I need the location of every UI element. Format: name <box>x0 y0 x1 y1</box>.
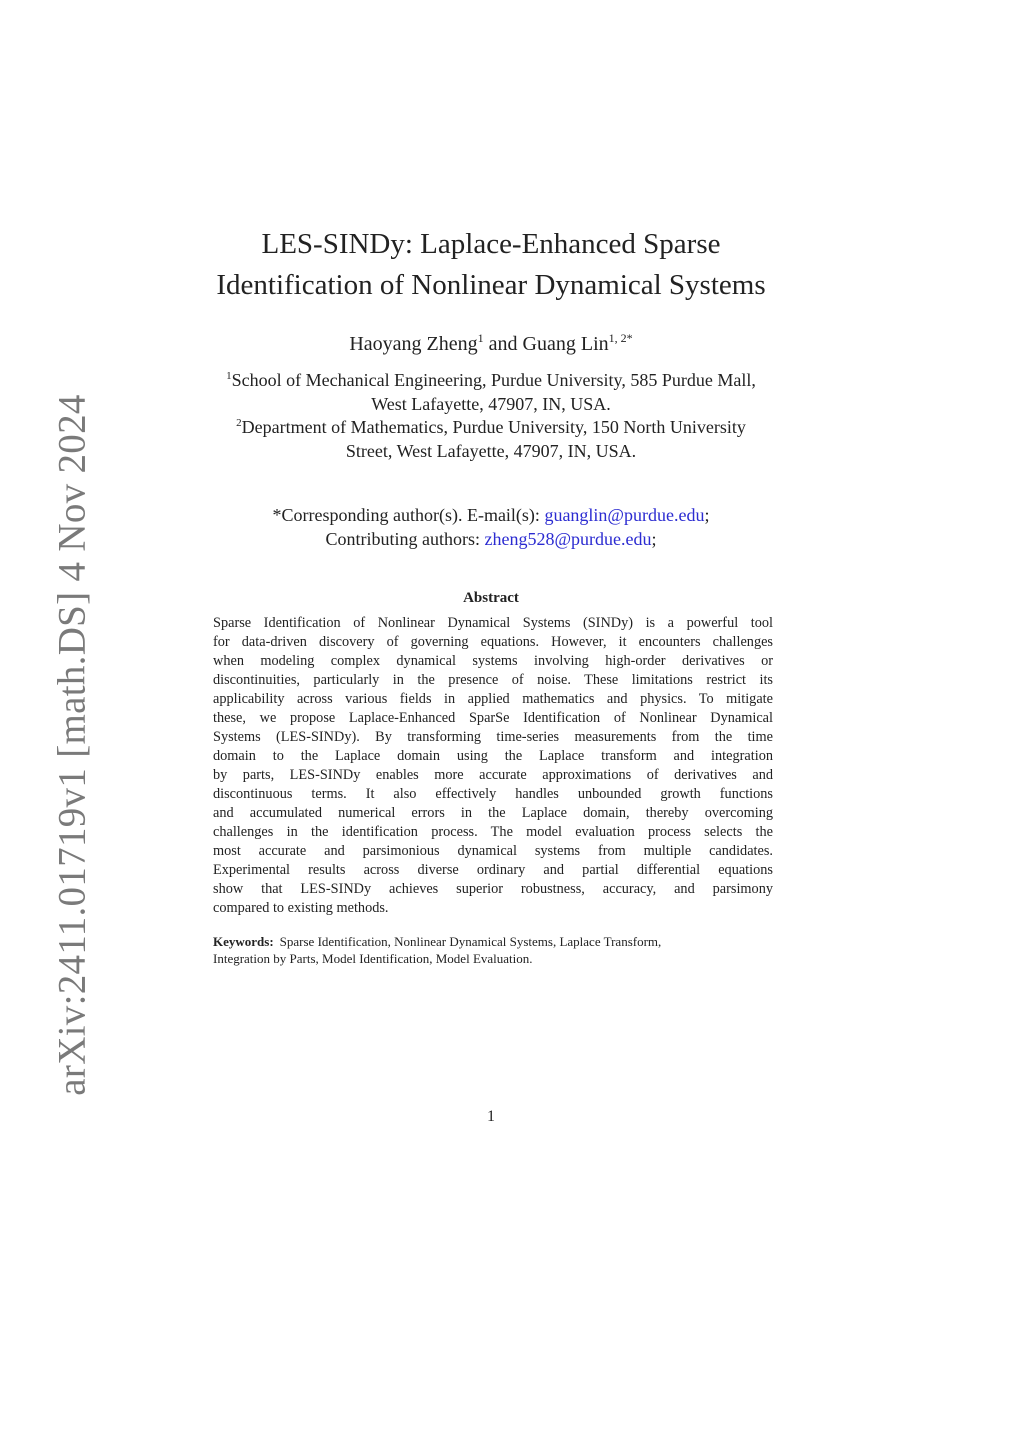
affiliation-mark: 2 <box>236 417 242 429</box>
abstract-line: Systems (LES-SINDy). By transforming time-series measurements from the time <box>213 729 773 745</box>
abstract-line: these, we propose Laplace-Enhanced SparSe Identification of Nonlinear Dynamical <box>213 710 773 726</box>
affiliation-line: West Lafayette, 47907, IN, USA. <box>371 393 611 414</box>
affiliations <box>0 369 982 463</box>
author-connector: and <box>483 333 523 355</box>
affiliation-line <box>0 369 982 393</box>
contributing-author-line <box>0 527 982 551</box>
abstract-body <box>213 614 773 918</box>
abstract-line: compared to existing methods. <box>213 900 389 916</box>
contributing-label: Contributing authors: <box>325 529 485 549</box>
correspondence-block <box>0 503 982 551</box>
abstract-line: discontinuous terms. It also effectively handles unbounded growth functions <box>213 786 773 802</box>
author-name: Guang Lin <box>522 333 609 355</box>
affiliation-text: School of Mechanical Engineering, Purdue University, 585 Purdue Mall, <box>231 370 756 390</box>
abstract-line: and accumulated numerical errors in the Laplace domain, thereby overcoming <box>213 805 773 821</box>
author-affiliation-mark: 1, 2* <box>608 331 633 345</box>
title-line-2: Identification of Nonlinear Dynamical Systems <box>216 269 766 301</box>
paper-title <box>0 224 982 306</box>
abstract-line: discontinuities, particularly in the presence of noise. These limitations restrict its <box>213 672 773 688</box>
abstract-heading: Abstract <box>463 590 519 606</box>
author-list <box>0 333 982 356</box>
corresponding-email-link[interactable]: guanglin@purdue.edu <box>544 505 705 525</box>
keywords-block <box>213 933 773 967</box>
affiliation-text: Department of Mathematics, Purdue University, 150 North University <box>241 417 746 437</box>
abstract-line: for data-driven discovery of governing equations. However, it encounters challenges <box>213 634 773 650</box>
page-number: 1 <box>487 1108 495 1125</box>
affiliation-line <box>0 416 982 440</box>
contributing-email-link[interactable]: zheng528@purdue.edu <box>484 529 652 549</box>
corresponding-label: *Corresponding author(s). E-mail(s): <box>272 505 545 525</box>
corresponding-author-line <box>0 503 982 527</box>
keywords-label: Keywords: <box>213 934 274 949</box>
abstract-line: by parts, LES-SINDy enables more accurate approximations of derivatives and <box>213 767 773 783</box>
abstract-line: Experimental results across diverse ordinary and partial differential equations <box>213 862 773 878</box>
arxiv-identifier-stamp: arXiv:2411.01719v1 [math.DS] 4 Nov 2024 <box>50 394 94 1096</box>
abstract-line: show that LES-SINDy achieves superior robustness, accuracy, and parsimony <box>213 881 773 897</box>
affiliation-mark: 1 <box>226 370 232 382</box>
abstract-line: applicability across various fields in applied mathematics and physics. To mitigate <box>213 691 773 707</box>
punctuation: ; <box>651 529 657 549</box>
abstract-line: most accurate and parsimonious dynamical systems from multiple candidates. <box>213 843 773 859</box>
abstract-line: domain to the Laplace domain using the Laplace transform and integration <box>213 748 773 764</box>
title-line-1: LES-SINDy: Laplace-Enhanced Sparse <box>261 228 721 260</box>
abstract-line: Sparse Identification of Nonlinear Dynamical Systems (SINDy) is a powerful tool <box>213 615 773 631</box>
keywords-text: Sparse Identification, Nonlinear Dynamical Systems, Laplace Transform, <box>279 934 662 949</box>
keywords-line: Integration by Parts, Model Identification, Model Evaluation. <box>213 951 533 966</box>
author-affiliation-mark: 1 <box>477 331 484 345</box>
affiliation-line: Street, West Lafayette, 47907, IN, USA. <box>345 440 637 461</box>
abstract-line: when modeling complex dynamical systems involving high-order derivatives or <box>213 653 773 669</box>
abstract-line: challenges in the identification process. The model evaluation process selects the <box>213 824 773 840</box>
author-name: Haoyang Zheng <box>349 333 478 355</box>
keywords-line <box>213 933 773 950</box>
punctuation: ; <box>704 505 710 525</box>
